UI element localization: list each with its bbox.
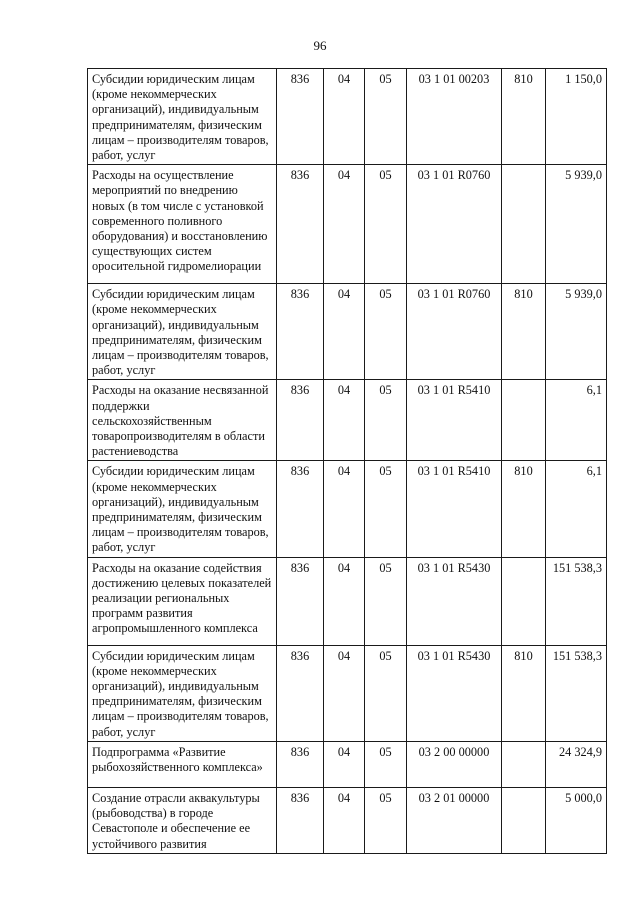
row-amount: 5 939,0 xyxy=(546,284,607,380)
row-subsection-code: 05 xyxy=(365,380,407,461)
table-row xyxy=(88,741,607,787)
row-section-code: 04 xyxy=(324,557,365,645)
row-target-article: 03 1 01 R5430 xyxy=(407,557,502,645)
row-subsection-code: 05 xyxy=(365,284,407,380)
row-subsection-code: 05 xyxy=(365,69,407,165)
row-target-article: 03 1 01 R5410 xyxy=(407,461,502,557)
table-row xyxy=(88,557,607,645)
row-expense-type xyxy=(502,557,546,645)
row-subsection-code: 05 xyxy=(365,645,407,741)
row-target-article: 03 1 01 00203 xyxy=(407,69,502,165)
row-subsection-code: 05 xyxy=(365,741,407,787)
row-expense-type xyxy=(502,165,546,284)
row-subsection-code: 05 xyxy=(365,557,407,645)
row-subsection-code: 05 xyxy=(365,461,407,557)
row-section-code: 04 xyxy=(324,69,365,165)
row-section-code: 04 xyxy=(324,645,365,741)
row-target-article: 03 1 01 R0760 xyxy=(407,284,502,380)
row-name: Создание отрасли аквакультуры (рыбоводства) в городе Севастополе и обеспечение ее устойчивого развития xyxy=(88,787,277,853)
row-ministry-code: 836 xyxy=(277,557,324,645)
row-name: Расходы на оказание несвязанной поддержки сельскохозяйственным товаропроизводителям в области растениеводства xyxy=(88,380,277,461)
row-ministry-code: 836 xyxy=(277,284,324,380)
row-ministry-code: 836 xyxy=(277,69,324,165)
row-ministry-code: 836 xyxy=(277,380,324,461)
table-row xyxy=(88,165,607,284)
row-target-article: 03 2 00 00000 xyxy=(407,741,502,787)
row-name: Расходы на оказание содействия достижению целевых показателей реализации региональных программ развития агропромышленного комплекса xyxy=(88,557,277,645)
table-row xyxy=(88,284,607,380)
table-row xyxy=(88,461,607,557)
row-amount: 151 538,3 xyxy=(546,557,607,645)
row-amount: 5 000,0 xyxy=(546,787,607,853)
row-ministry-code: 836 xyxy=(277,787,324,853)
row-amount: 24 324,9 xyxy=(546,741,607,787)
table-row xyxy=(88,69,607,165)
row-expense-type: 810 xyxy=(502,284,546,380)
row-amount: 6,1 xyxy=(546,380,607,461)
row-subsection-code: 05 xyxy=(365,165,407,284)
row-expense-type xyxy=(502,741,546,787)
row-ministry-code: 836 xyxy=(277,645,324,741)
row-ministry-code: 836 xyxy=(277,741,324,787)
row-expense-type xyxy=(502,787,546,853)
row-amount: 151 538,3 xyxy=(546,645,607,741)
budget-table-body xyxy=(88,69,607,854)
row-section-code: 04 xyxy=(324,787,365,853)
row-section-code: 04 xyxy=(324,380,365,461)
row-name: Субсидии юридическим лицам (кроме некоммерческих организаций), индивидуальным предпринимателям, физическим лицам – производителям товаров, работ, услуг xyxy=(88,645,277,741)
row-ministry-code: 836 xyxy=(277,165,324,284)
row-target-article: 03 2 01 00000 xyxy=(407,787,502,853)
row-subsection-code: 05 xyxy=(365,787,407,853)
row-target-article: 03 1 01 R5430 xyxy=(407,645,502,741)
budget-table xyxy=(87,68,607,854)
row-expense-type xyxy=(502,380,546,461)
row-name: Субсидии юридическим лицам (кроме некоммерческих организаций), индивидуальным предпринимателям, физическим лицам – производителям товаров, работ, услуг xyxy=(88,284,277,380)
row-name: Подпрограмма «Развитие рыбохозяйственного комплекса» xyxy=(88,741,277,787)
row-name: Субсидии юридическим лицам (кроме некоммерческих организаций), индивидуальным предпринимателям, физическим лицам – производителям товаров, работ, услуг xyxy=(88,461,277,557)
table-row xyxy=(88,645,607,741)
row-expense-type: 810 xyxy=(502,645,546,741)
row-section-code: 04 xyxy=(324,165,365,284)
row-section-code: 04 xyxy=(324,741,365,787)
table-row xyxy=(88,380,607,461)
row-target-article: 03 1 01 R0760 xyxy=(407,165,502,284)
table-row xyxy=(88,787,607,853)
row-amount: 1 150,0 xyxy=(546,69,607,165)
row-name: Расходы на осуществление мероприятий по внедрению новых (в том числе с установкой современного поливного оборудования) и восстановлению существующих систем оросительной гидромелиорации xyxy=(88,165,277,284)
row-section-code: 04 xyxy=(324,461,365,557)
row-amount: 5 939,0 xyxy=(546,165,607,284)
row-target-article: 03 1 01 R5410 xyxy=(407,380,502,461)
row-amount: 6,1 xyxy=(546,461,607,557)
row-expense-type: 810 xyxy=(502,461,546,557)
row-ministry-code: 836 xyxy=(277,461,324,557)
row-expense-type: 810 xyxy=(502,69,546,165)
page-number: 96 xyxy=(313,38,327,53)
row-section-code: 04 xyxy=(324,284,365,380)
row-name: Субсидии юридическим лицам (кроме некоммерческих организаций), индивидуальным предпринимателям, физическим лицам – производителям товаров, работ, услуг xyxy=(88,69,277,165)
